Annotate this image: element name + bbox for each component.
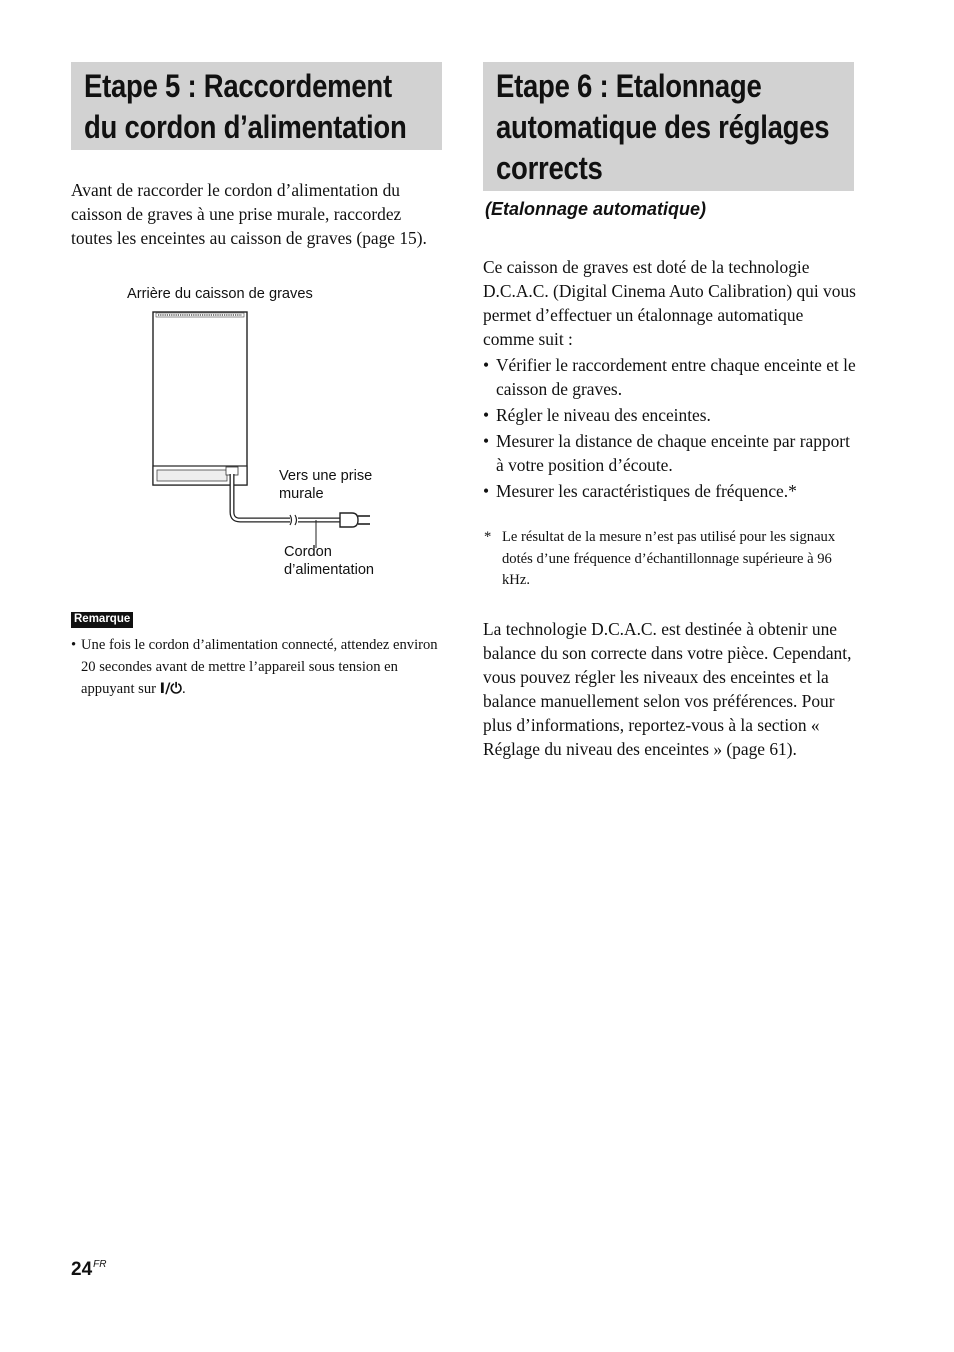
footnote-text: Le résultat de la mesure n’est pas utilisé pour les signaux dotés d’une fréquence d’échantillonnage supérieure à 96 kHz. <box>502 529 836 588</box>
step5-heading-line1: Etape 5 : Raccordement <box>84 68 392 104</box>
list-item: • Mesurer les caractéristiques de fréquence.* <box>483 479 857 503</box>
step5-heading-box <box>71 62 442 150</box>
step6-heading-box <box>483 62 854 191</box>
step6-bullet-list <box>483 353 857 505</box>
footnote-mark: * <box>484 529 492 545</box>
note-bullet: • <box>71 637 77 653</box>
diagram-label-cord <box>284 543 374 579</box>
diagram-label-rear: Arrière du caisson de graves <box>127 286 313 302</box>
step5-heading-line2: du cordon d’alimentation <box>84 109 407 145</box>
power-symbol-icon: I/⏻ <box>159 680 182 697</box>
label-cord-line2: d’alimentation <box>284 562 375 578</box>
subwoofer-power-diagram <box>140 300 390 560</box>
page-number <box>71 1259 106 1281</box>
note-item <box>71 635 443 701</box>
step6-heading-line2: automatique des réglages <box>496 109 830 145</box>
step6-heading-line1: Etape 6 : Etalonnage <box>496 68 762 104</box>
step5-heading <box>84 66 429 148</box>
step6-subtitle: (Etalonnage automatique) <box>485 199 707 219</box>
list-item: • Régler le niveau des enceintes. <box>483 403 857 427</box>
footnote <box>484 527 856 592</box>
note-end: . <box>181 681 186 697</box>
step5-intro: Avant de raccorder le cordon d’alimentation du caisson de graves à une prise murale, raccordez toutes les enceintes au caisson de graves (page 15). <box>71 180 427 248</box>
page-lang-suffix: FR <box>93 1259 107 1270</box>
label-cord-line1: Cordon <box>284 544 332 560</box>
subwoofer-icon <box>153 312 247 485</box>
list-item: • Vérifier le raccordement entre chaque enceinte et le caisson de graves. <box>483 353 857 401</box>
list-item: • Mesurer la distance de chaque enceinte par rapport à votre position d’écoute. <box>483 429 857 477</box>
step6-heading <box>496 66 841 189</box>
step6-closing: La technologie D.C.A.C. est destinée à obtenir une balance du son correcte dans votre pièce. Cependant, vous pouvez régler les niveaux des enceintes et la balance manuellement selon vos préférences. Pour plus d’informations, reportez-vous à la section « Réglage du niveau des enceintes » (page 61). <box>483 619 852 759</box>
diagram-label-wall <box>279 467 372 503</box>
step6-intro: Ce caisson de graves est doté de la technologie D.C.A.C. (Digital Cinema Auto Calibration) qui vous permet d’effectuer un étalonnage automatique comme suit : <box>483 257 856 349</box>
label-wall-line2: murale <box>279 486 324 502</box>
page-number-value: 24 <box>71 1259 93 1280</box>
step6-heading-line3: corrects <box>496 150 603 186</box>
label-wall-line1: Vers une prise <box>279 468 373 484</box>
note-text: Une fois le cordon d’alimentation connecté, attendez environ 20 secondes avant de mettre l’appareil sous tension en appuyant sur <box>81 637 438 697</box>
note-badge: Remarque <box>71 612 133 628</box>
